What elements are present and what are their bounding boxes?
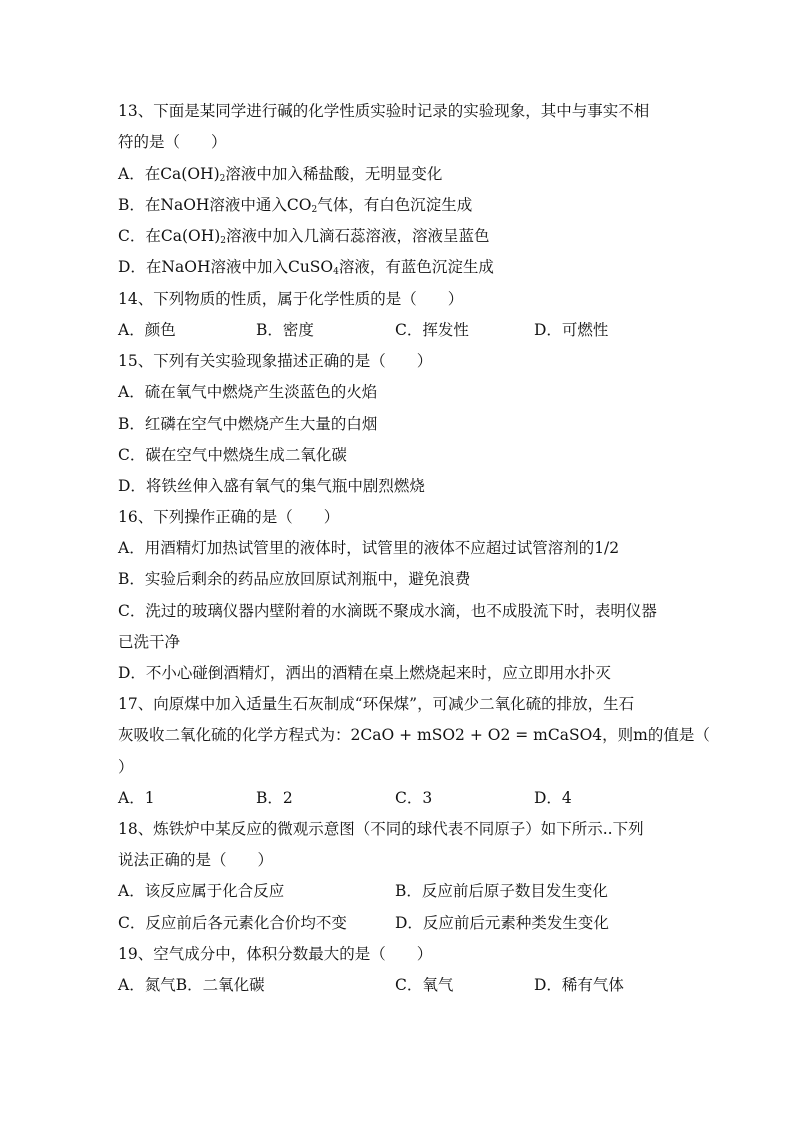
q17-option-b: B．2 — [256, 789, 293, 807]
q14-option-c: C．挥发性 — [395, 321, 469, 339]
q13-option-b: B．在NaOH溶液中通入$CO_2$气体，有白色沉淀生成 — [118, 196, 473, 215]
q15-stem: 15、下列有关实验现象描述正确的是（ ） — [118, 352, 433, 370]
q16-option-b: B．实验后剩余的药品应放回原试剂瓶中，避免浪费 — [118, 570, 471, 588]
q18-option-a: A．该反应属于化合反应 — [118, 882, 285, 900]
q19-option-ab: A．氮气B．二氧化碳 — [118, 976, 265, 994]
q18-option-d: D．反应前后元素种类发生变化 — [395, 914, 609, 932]
q17-option-a: A．1 — [118, 789, 155, 807]
q17-stem-line-2: 灰吸收二氧化硫的化学方程式为：2CaO + mSO2 + O2 = mCaSO4，则m的值是（ — [118, 726, 710, 744]
q15-option-a: A．硫在氧气中燃烧产生淡蓝色的火焰 — [118, 383, 378, 401]
q17-option-c: C．3 — [395, 789, 433, 807]
q17-stem-line-3: ） — [118, 758, 134, 776]
q19-option-c: C．氧气 — [395, 976, 454, 994]
q15-option-d: D．将铁丝伸入盛有氧气的集气瓶中剧烈燃烧 — [118, 477, 425, 495]
q15-option-b: B．红磷在空气中燃烧产生大量的白烟 — [118, 415, 378, 433]
q14-option-d: D．可燃性 — [534, 321, 609, 339]
q18-stem-line-2: 说法正确的是（ ） — [118, 851, 274, 869]
q18-option-b: B．反应前后原子数目发生变化 — [395, 882, 608, 900]
q15-option-c: C．碳在空气中燃烧生成二氧化碳 — [118, 446, 347, 464]
q18-option-c: C．反应前后各元素化合价均不变 — [118, 914, 347, 932]
q17-stem-line-1: 17、向原煤中加入适量生石灰制成“环保煤”，可减少二氧化硫的排放，生石 — [118, 695, 635, 713]
q14-option-a: A．颜色 — [118, 321, 176, 339]
q16-option-d: D．不小心碰倒酒精灯，洒出的酒精在桌上燃烧起来时，应立即用水扑灭 — [118, 664, 611, 682]
q19-stem: 19、空气成分中，体积分数最大的是（ ） — [118, 945, 433, 963]
q16-stem: 16、下列操作正确的是（ ） — [118, 508, 340, 526]
q13-stem-line-1: 13、下面是某同学进行碱的化学性质实验时记录的实验现象，其中与事实不相 — [118, 102, 650, 120]
q14-option-b: B．密度 — [256, 321, 314, 339]
q13-option-a: A．在$Ca(OH)_2$溶液中加入稀盐酸，无明显变化 — [118, 165, 443, 184]
q16-option-c-line-1: C．洗过的玻璃仪器内壁附着的水滴既不聚成水滴，也不成股流下时，表明仪器 — [118, 602, 657, 620]
q16-option-a: A．用酒精灯加热试管里的液体时，试管里的液体不应超过试管溶剂的1/2 — [118, 539, 620, 557]
q13-option-d: D．在NaOH溶液中加入CuSO$_4$溶液，有蓝色沉淀生成 — [118, 258, 494, 277]
q16-option-c-line-2: 已洗干净 — [118, 633, 181, 651]
q19-option-d: D．稀有气体 — [534, 976, 624, 994]
q13-stem-line-2: 符的是（ ） — [118, 133, 227, 151]
q14-stem: 14、下列物质的性质，属于化学性质的是（ ） — [118, 290, 464, 308]
q17-option-d: D．4 — [534, 789, 572, 807]
q13-option-c: C．在$Ca(OH)_2$溶液中加入几滴石蕊溶液，溶液呈蓝色 — [118, 227, 490, 246]
q18-stem-line-1: 18、炼铁炉中某反应的微观示意图（不同的球代表不同原子）如下所示..下列 — [118, 820, 644, 838]
